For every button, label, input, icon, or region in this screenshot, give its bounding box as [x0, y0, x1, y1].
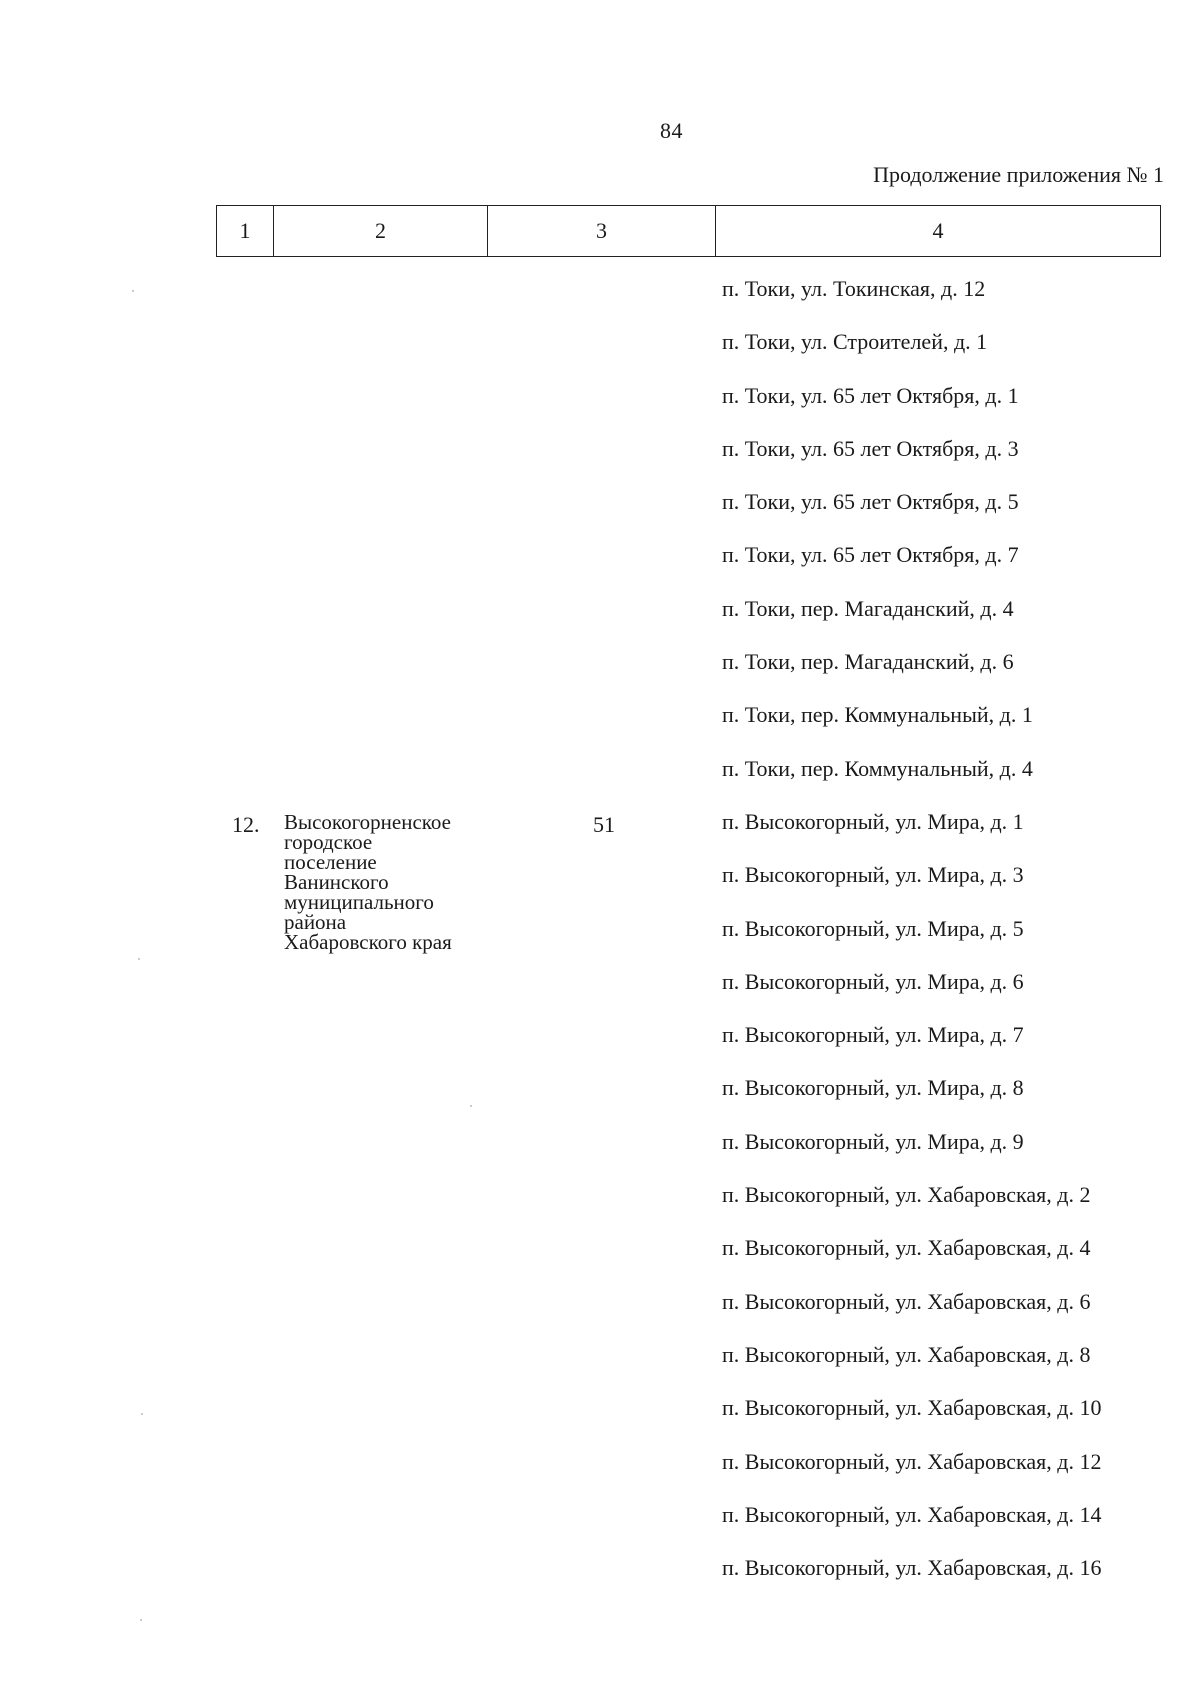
- address-item: п. Токи, пер. Коммунальный, д. 4: [722, 755, 1033, 781]
- address-item: п. Высокогорный, ул. Хабаровская, д. 8: [722, 1341, 1091, 1367]
- header-col-4: 4: [715, 206, 1160, 256]
- address-item: п. Высокогорный, ул. Мира, д. 6: [722, 968, 1024, 994]
- scan-speck: [470, 1105, 472, 1107]
- address-item: п. Токи, ул. Токинская, д. 12: [722, 276, 986, 301]
- address-item: п. Высокогорный, ул. Мира, д. 1: [722, 808, 1024, 834]
- header-col-3: 3: [487, 206, 715, 256]
- scan-speck: [132, 290, 134, 292]
- scan-speck: [140, 1619, 142, 1621]
- address-list: [722, 277, 1101, 1609]
- address-item: п. Токи, ул. 65 лет Октября, д. 5: [722, 489, 1019, 515]
- address-item: п. Высокогорный, ул. Хабаровская, д. 10: [722, 1395, 1102, 1421]
- scan-speck: [141, 1413, 143, 1415]
- address-item: п. Высокогорный, ул. Хабаровская, д. 2: [722, 1182, 1091, 1208]
- header-col-1: 1: [239, 218, 251, 243]
- scan-speck: [138, 958, 140, 960]
- address-item: п. Токи, ул. 65 лет Октября, д. 1: [722, 382, 1019, 408]
- continuation-label: Продолжение приложения № 1: [873, 162, 1164, 187]
- address-item: п. Высокогорный, ул. Хабаровская, д. 16: [722, 1555, 1102, 1581]
- address-item: п. Высокогорный, ул. Хабаровская, д. 14: [722, 1501, 1102, 1527]
- address-item: п. Токи, пер. Коммунальный, д. 1: [722, 702, 1033, 728]
- address-item: п. Высокогорный, ул. Мира, д. 9: [722, 1128, 1024, 1154]
- address-item: п. Токи, пер. Магаданский, д. 6: [722, 649, 1014, 675]
- address-item: п. Токи, ул. Строителей, д. 1: [722, 329, 988, 355]
- address-item: п. Высокогорный, ул. Мира, д. 8: [722, 1075, 1024, 1101]
- settlement-name: Высокогорненское городское поселение Ванинского муниципального района Хабаровского края: [284, 810, 452, 954]
- address-item: п. Высокогорный, ул. Мира, д. 3: [722, 862, 1024, 888]
- row-count: 51: [593, 812, 615, 837]
- address-item: п. Высокогорный, ул. Хабаровская, д. 4: [722, 1235, 1091, 1261]
- address-item: п. Токи, пер. Магаданский, д. 4: [722, 595, 1014, 621]
- address-item: п. Токи, ул. 65 лет Октября, д. 3: [722, 435, 1019, 461]
- table-header: [216, 205, 1161, 257]
- address-item: п. Высокогорный, ул. Мира, д. 7: [722, 1022, 1024, 1048]
- address-item: п. Высокогорный, ул. Хабаровская, д. 12: [722, 1448, 1102, 1474]
- address-item: п. Высокогорный, ул. Мира, д. 5: [722, 915, 1024, 941]
- header-col-2: 2: [273, 206, 487, 256]
- page-number: 84: [660, 118, 683, 143]
- row-number: 12.: [232, 812, 260, 837]
- address-item: п. Высокогорный, ул. Хабаровская, д. 6: [722, 1288, 1091, 1314]
- address-item: п. Токи, ул. 65 лет Октября, д. 7: [722, 542, 1019, 568]
